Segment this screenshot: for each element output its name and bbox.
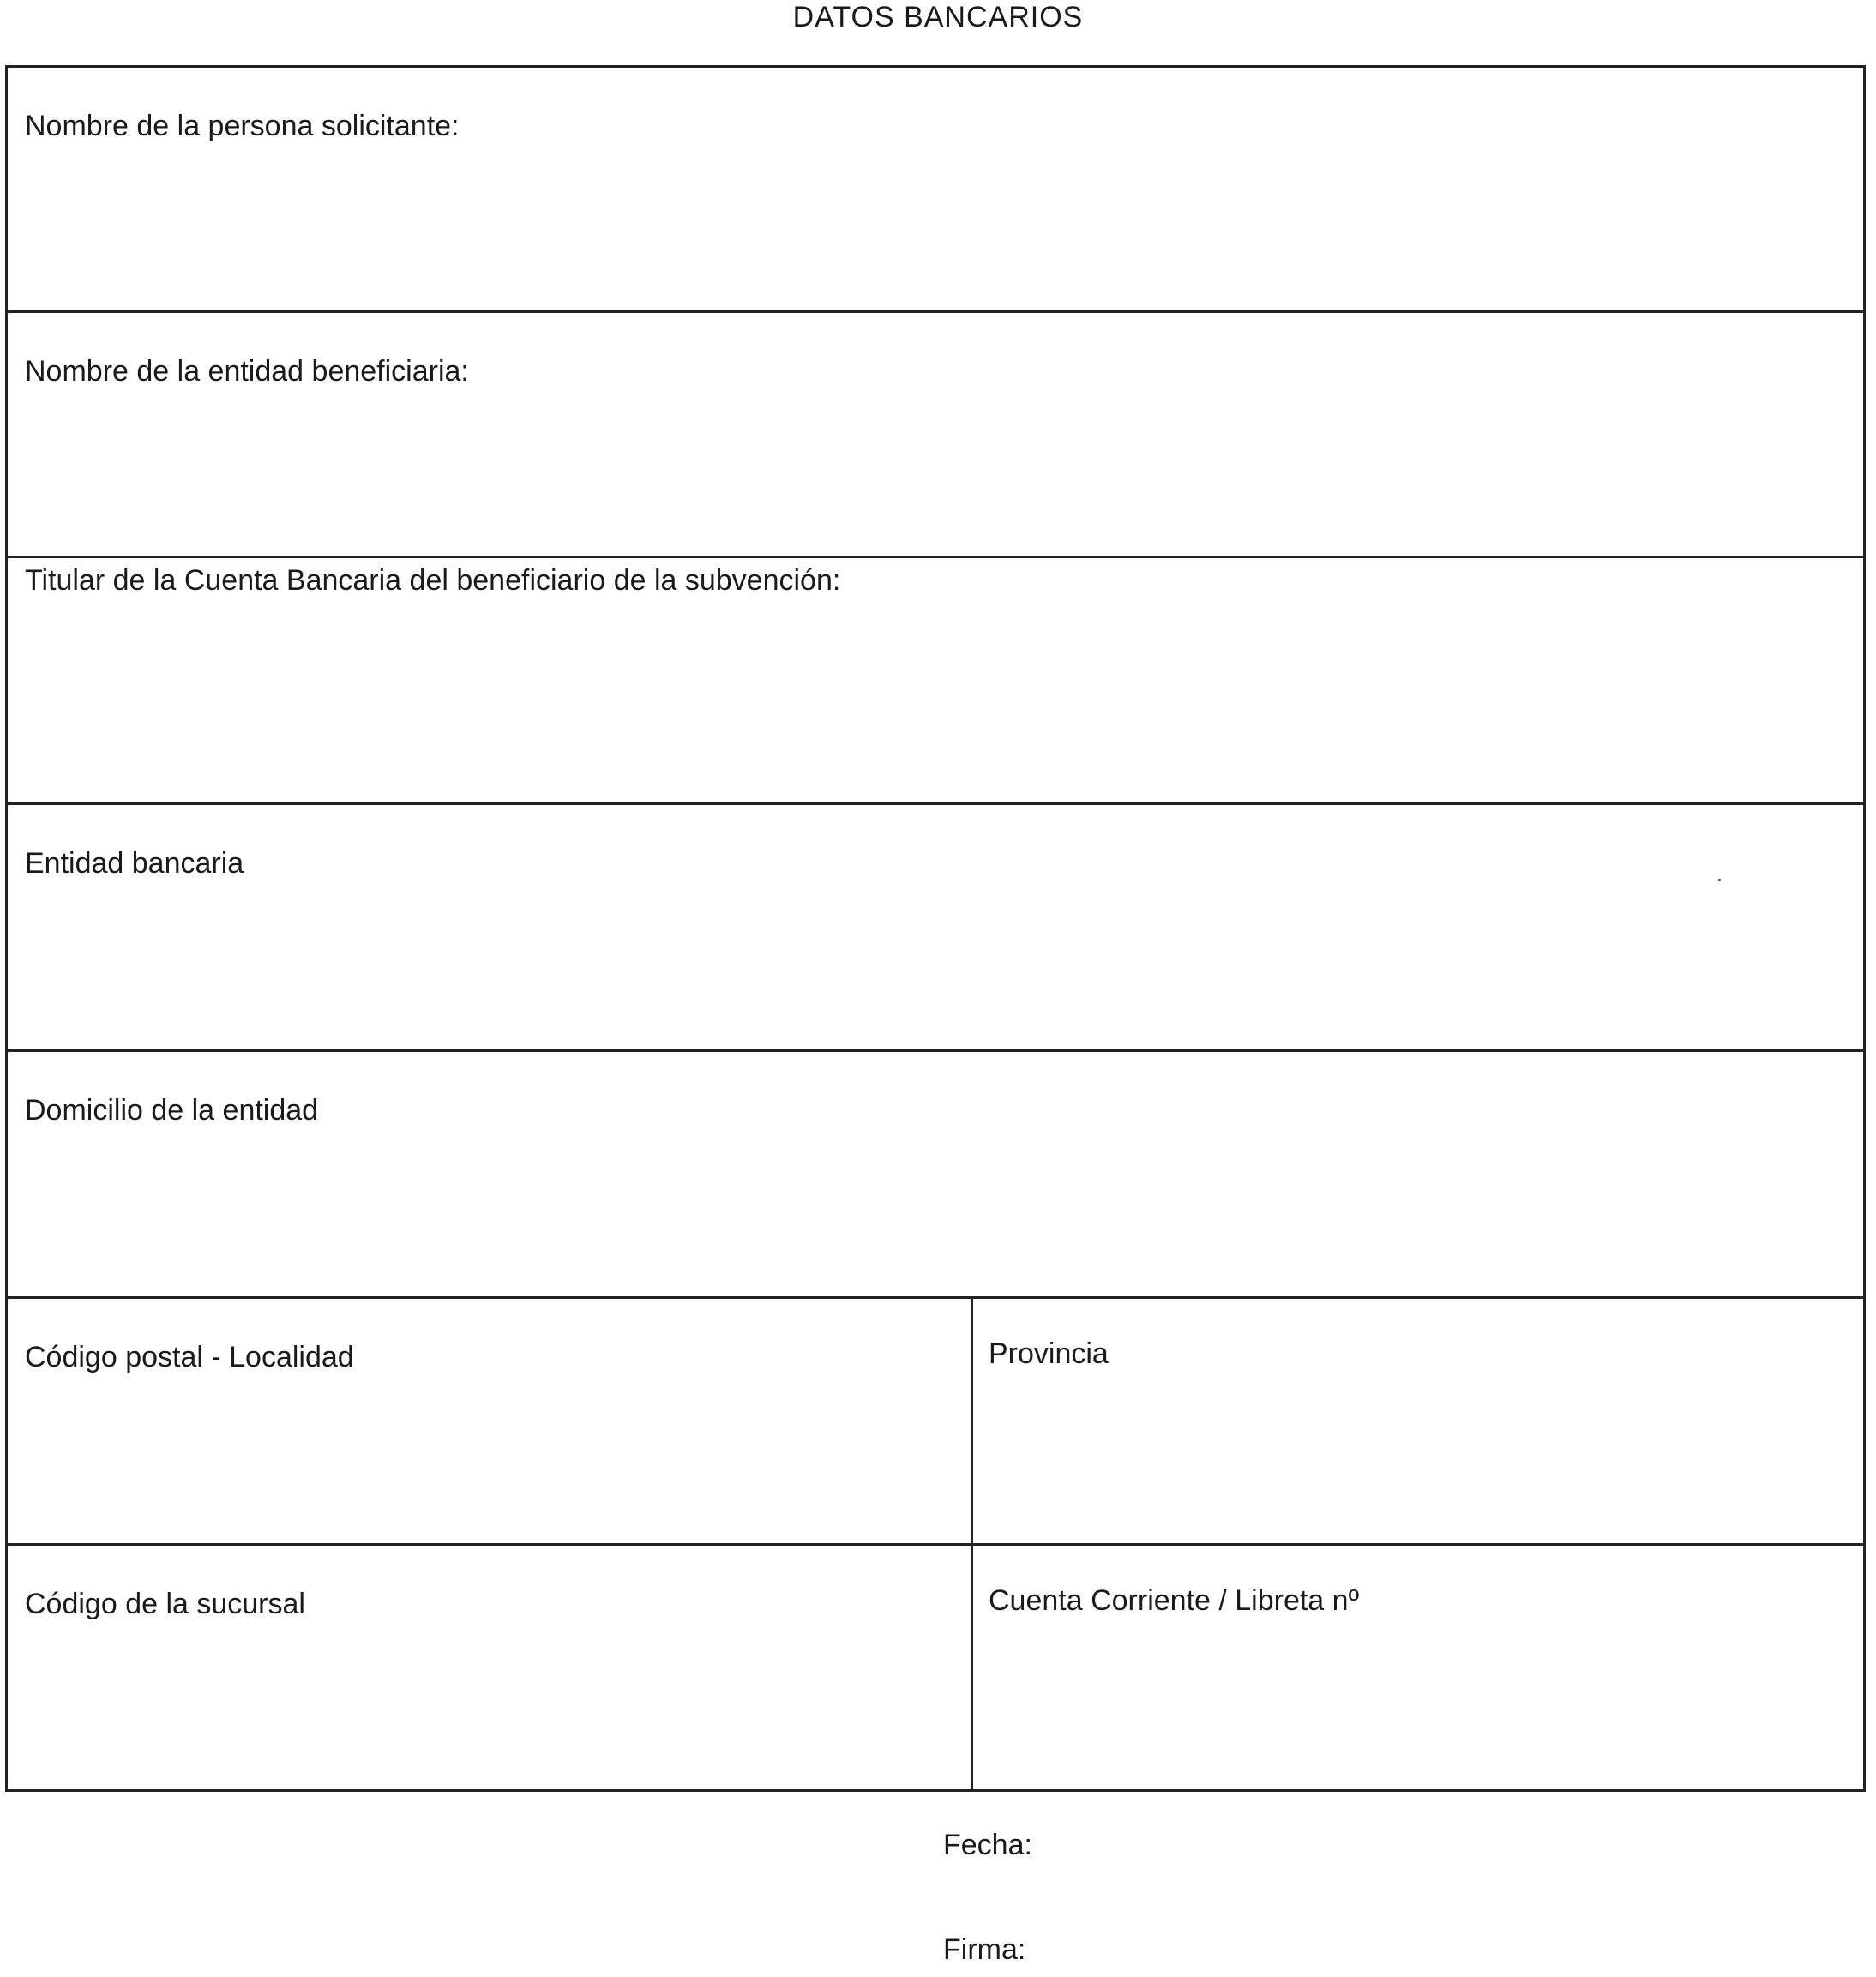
applicant-name-row (8, 68, 1863, 313)
beneficiary-entity-row (8, 313, 1863, 558)
account-number-label: Cuenta Corriente / Libreta nº (989, 1584, 1359, 1617)
signature-label: Firma: (943, 1933, 1026, 1966)
beneficiary-entity-label: Nombre de la entidad beneficiaria: (25, 355, 469, 388)
postal-code-field[interactable] (8, 1299, 973, 1543)
scan-speck (1718, 879, 1721, 881)
postal-code-label: Código postal - Localidad (25, 1341, 354, 1373)
date-label: Fecha: (943, 1829, 1032, 1861)
applicant-name-label: Nombre de la persona solicitante: (25, 110, 460, 142)
postal-province-row (8, 1299, 1863, 1546)
branch-code-field[interactable] (8, 1546, 973, 1789)
applicant-name-field[interactable] (8, 68, 1863, 310)
bank-data-form (5, 65, 1866, 1792)
form-title: DATOS BANCARIOS (792, 1, 1084, 33)
account-number-field[interactable] (973, 1546, 1863, 1789)
bank-entity-row (8, 805, 1863, 1052)
bank-entity-field[interactable] (8, 805, 1863, 1049)
entity-address-label: Domicilio de la entidad (25, 1094, 319, 1127)
entity-address-row (8, 1052, 1863, 1299)
account-holder-field[interactable] (8, 558, 1863, 802)
branch-account-row (8, 1546, 1863, 1789)
bank-entity-label: Entidad bancaria (25, 847, 244, 880)
province-field[interactable] (973, 1299, 1863, 1543)
account-holder-label: Titular de la Cuenta Bancaria del beneficiario de la subvención: (25, 564, 841, 597)
province-label: Provincia (989, 1337, 1109, 1370)
beneficiary-entity-field[interactable] (8, 313, 1863, 556)
account-holder-row (8, 558, 1863, 805)
entity-address-field[interactable] (8, 1052, 1863, 1296)
branch-code-label: Código de la sucursal (25, 1588, 305, 1620)
